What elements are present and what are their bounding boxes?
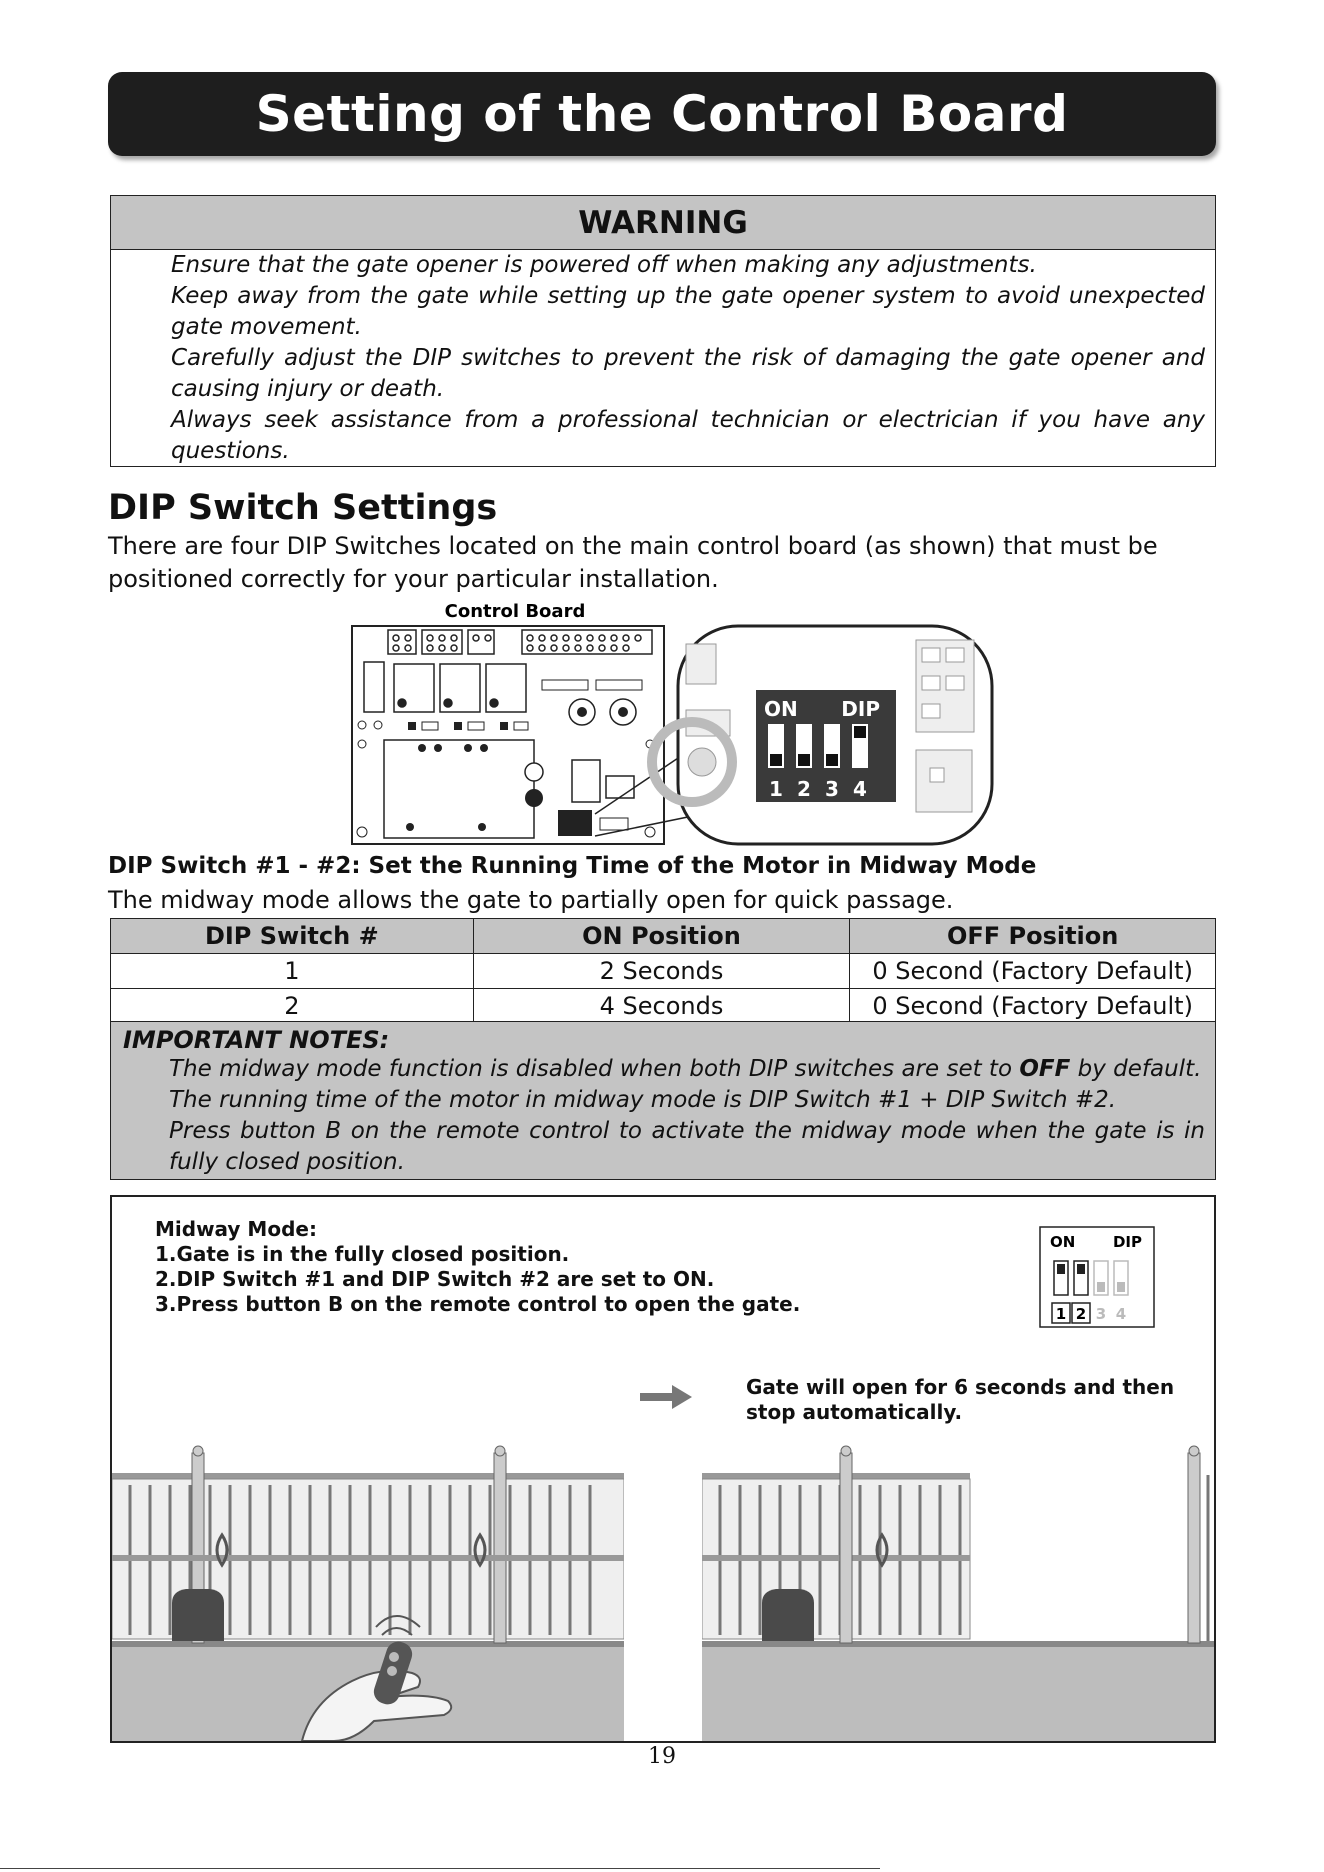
warning-item: Ensure that the gate opener is powered off when making any adjustments. [171,252,1037,278]
table-cell: 1 [111,954,474,989]
section-intro: There are four DIP Switches located on the main control board (as shown) that must be positioned correctly for your particular installation. [108,532,1158,593]
gate-motor [762,1589,814,1641]
svg-text:2: 2 [797,777,811,801]
svg-text:4: 4 [1115,1305,1127,1323]
warning-box [110,195,1216,467]
table-row [111,954,1216,989]
table-header: DIP Switch # [111,919,474,954]
svg-text:1: 1 [769,777,783,801]
notes-list [111,1054,1215,1178]
warning-item: Always seek assistance from a professional technician or electrician if you have any questions. [171,407,1205,464]
svg-text:ON: ON [1050,1233,1076,1251]
table-header-row [111,919,1216,954]
note-item: The running time of the motor in midway mode is DIP Switch #1 + DIP Switch #2. [169,1087,1117,1113]
midway-intro: The midway mode allows the gate to partially open for quick passage. [108,886,954,914]
board-label: Control Board [444,601,586,622]
dip-settings-table [110,918,1216,1024]
table-cell: 2 [111,989,474,1024]
warning-item: Keep away from the gate while setting up the gate opener system to avoid unexpected gate movement. [171,283,1205,340]
midway-steps-title: Midway Mode: [155,1217,317,1241]
svg-text:2: 2 [1075,1305,1087,1323]
title-bar [108,72,1216,156]
warning-item: Carefully adjust the DIP switches to prevent the risk of damaging the gate opener and causing injury or death. [171,345,1205,402]
warning-list [111,250,1215,467]
bottom-rule [0,1868,880,1869]
table-cell: 0 Second (Factory Default) [850,989,1216,1024]
table-cell: 0 Second (Factory Default) [850,954,1216,989]
svg-text:ON: ON [764,697,798,721]
step-item: 2.DIP Switch #1 and DIP Switch #2 are set to ON. [155,1267,715,1291]
notes-heading: IMPORTANT NOTES: [123,1026,390,1054]
control-board-diagram [350,600,1000,850]
step-item: 3.Press button B on the remote control to open the gate. [155,1292,801,1316]
page-title: Setting of the Control Board [255,85,1069,143]
svg-text:3: 3 [1095,1305,1107,1323]
note-item: The midway mode function is disabled when both DIP switches are set to OFF by default. [169,1056,1202,1082]
transformer [384,740,534,838]
table-cell: 4 Seconds [473,989,850,1024]
result-text: Gate will open for 6 seconds and then stop automatically. [746,1375,1175,1424]
open-gate-illustration [702,1445,1216,1741]
section-heading: DIP Switch Settings [108,488,498,528]
closed-gate-illustration [112,1445,624,1741]
midway-illustration [110,1195,1216,1743]
table-header: ON Position [473,919,850,954]
midway-steps [155,1217,800,1317]
important-notes [110,1021,1216,1180]
small-dip-diagram [1038,1225,1158,1329]
table-cell: 2 Seconds [473,954,850,989]
page-number: 19 [648,1744,676,1769]
svg-text:4: 4 [853,777,867,801]
note-item: Press button B on the remote control to activate the midway mode when the gate is in fully closed position. [169,1118,1205,1175]
svg-text:1: 1 [1055,1305,1067,1323]
svg-text:3: 3 [825,777,839,801]
dip-zoom-view [652,626,992,844]
board-dip-switch [558,810,592,836]
arrow-right-icon [640,1385,692,1409]
table-row [111,989,1216,1024]
chip [572,760,600,802]
svg-text:DIP: DIP [1112,1233,1142,1251]
midway-heading: DIP Switch #1 - #2: Set the Running Time of the Motor in Midway Mode [108,853,1037,879]
step-item: 1.Gate is in the fully closed position. [155,1242,570,1266]
warning-heading: WARNING [111,196,1215,250]
table-header: OFF Position [850,919,1216,954]
svg-text:DIP: DIP [841,697,880,721]
gate-motor [172,1589,224,1641]
